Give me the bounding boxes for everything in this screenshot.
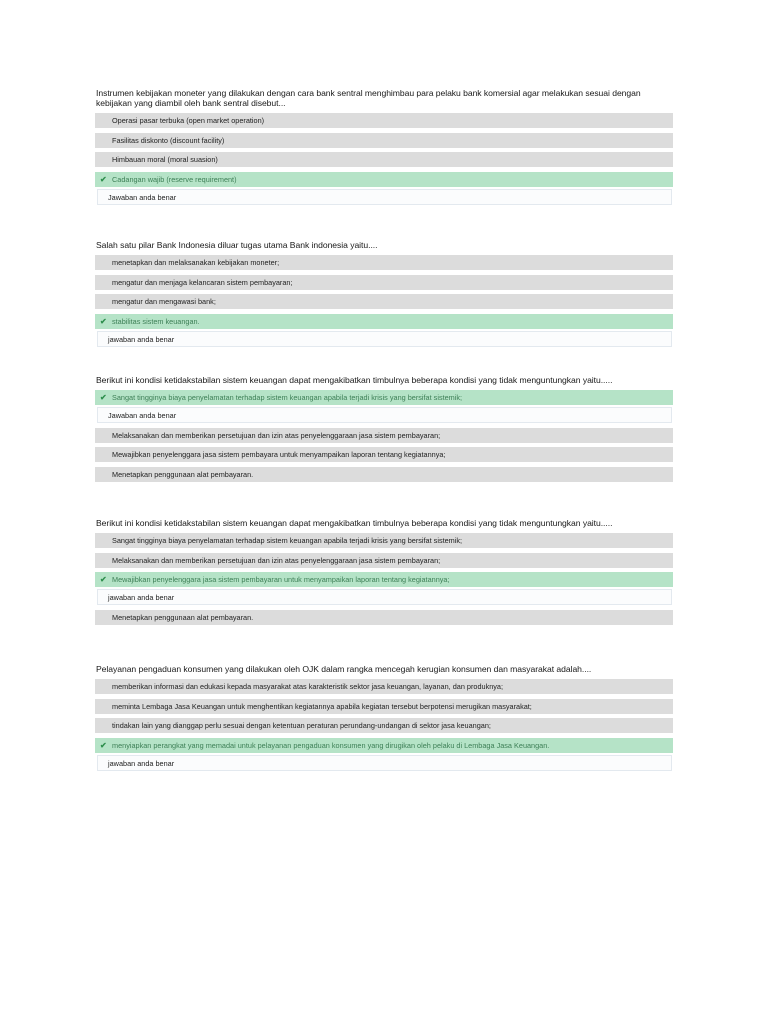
feedback-box: jawaban anda benar <box>97 331 672 347</box>
question-block <box>95 375 673 487</box>
option-label: tindakan lain yang dianggap perlu sesuai dengan ketentuan peraturan perundang-undangan di sektor jasa keuangan; <box>112 721 491 731</box>
option-label: menetapkan dan melaksanakan kebijakan moneter; <box>112 258 280 267</box>
answer-option[interactable] <box>95 467 673 482</box>
check-icon: ✔ <box>100 741 107 751</box>
answer-option[interactable] <box>95 447 673 462</box>
answer-option[interactable] <box>95 718 673 733</box>
option-label: Himbauan moral (moral suasion) <box>112 155 218 165</box>
option-label: mengatur dan mengawasi bank; <box>112 297 216 307</box>
feedback-box: Jawaban anda benar <box>97 407 672 423</box>
question-text: Salah satu pilar Bank Indonesia diluar tugas utama Bank indonesia yaitu.... <box>96 240 378 250</box>
question-text: Instrumen kebijakan moneter yang dilakukan dengan cara bank sentral menghimbau para pelaku bank komersial agar melakukan sesuai dengan kebijakan yang diambil oleh bank sentral disebut... <box>96 88 641 108</box>
answer-option[interactable] <box>95 533 673 548</box>
check-icon: ✔ <box>100 175 107 185</box>
question-text: Berikut ini kondisi ketidakstabilan sistem keuangan dapat mengakibatkan timbulnya beberapa kondisi yang tidak menguntungkan yaitu..... <box>96 518 613 528</box>
answer-option-correct[interactable] <box>95 738 673 753</box>
answer-option[interactable] <box>95 255 673 270</box>
answer-option[interactable] <box>95 428 673 443</box>
answer-option[interactable] <box>95 133 673 148</box>
option-label: memberikan informasi dan edukasi kepada masyarakat atas karakteristik sektor jasa keuangan, layanan, dan produknya; <box>112 682 504 691</box>
feedback-box: jawaban anda benar <box>97 589 672 605</box>
option-label: Sangat tingginya biaya penyelamatan terhadap sistem keuangan apabila terjadi krisis yang bersifat sistemik; <box>112 536 463 545</box>
option-label: Operasi pasar terbuka (open market operation) <box>112 116 265 125</box>
answer-option[interactable] <box>95 294 673 309</box>
option-label: Melaksanakan dan memberikan persetujuan dan izin atas penyelenggaraan jasa sistem pembayaran; <box>112 555 441 565</box>
feedback-box: jawaban anda benar <box>97 755 672 771</box>
check-icon: ✔ <box>100 575 107 585</box>
answer-option-correct[interactable] <box>95 172 673 187</box>
answer-option-correct[interactable] <box>95 314 673 329</box>
question-block <box>95 88 673 210</box>
question-block <box>95 518 673 630</box>
question-block <box>95 240 673 352</box>
answer-option[interactable] <box>95 679 673 694</box>
option-label: Mewajibkan penyelenggara jasa sistem pembayara untuk menyampaikan laporan tentang kegiatannya; <box>112 450 446 460</box>
option-label: Menetapkan penggunaan alat pembayaran. <box>112 613 254 623</box>
option-label: Melaksanakan dan memberikan persetujuan dan izin atas penyelenggaraan jasa sistem pembayaran; <box>112 430 441 440</box>
option-label: mengatur dan menjaga kelancaran sistem pembayaran; <box>112 277 293 287</box>
option-label: menyiapkan perangkat yang memadai untuk pelayanan pengaduan konsumen yang dirugikan oleh pelaku di Lembaga Jasa Keuangan. <box>112 741 550 751</box>
check-icon: ✔ <box>100 317 107 327</box>
check-icon: ✔ <box>100 393 107 402</box>
feedback-box: Jawaban anda benar <box>97 189 672 205</box>
answer-option[interactable] <box>95 699 673 714</box>
option-label: Menetapkan penggunaan alat pembayaran. <box>112 470 254 480</box>
option-label: stabilitas sistem keuangan. <box>112 317 200 327</box>
answer-option-correct[interactable] <box>95 390 673 405</box>
question-text: Pelayanan pengaduan konsumen yang dilakukan oleh OJK dalam rangka mencegah kerugian konsumen dan masyarakat adalah.... <box>96 664 592 674</box>
answer-option[interactable] <box>95 152 673 167</box>
answer-option-correct[interactable] <box>95 572 673 587</box>
answer-option[interactable] <box>95 610 673 625</box>
option-label: meminta Lembaga Jasa Keuangan untuk menghentikan kegiatannya apabila kegiatan tersebut berpotensi merugikan masyarakat; <box>112 701 532 711</box>
answer-option[interactable] <box>95 553 673 568</box>
question-text: Berikut ini kondisi ketidakstabilan sistem keuangan dapat mengakibatkan timbulnya beberapa kondisi yang tidak menguntungkan yaitu..... <box>96 375 613 385</box>
answer-option[interactable] <box>95 275 673 290</box>
option-label: Sangat tingginya biaya penyelamatan terhadap sistem keuangan apabila terjadi krisis yang bersifat sistemik; <box>112 393 463 402</box>
option-label: Mewajibkan penyelenggara jasa sistem pembayaran untuk menyampaikan laporan tentang kegiatannya; <box>112 575 450 585</box>
answer-option[interactable] <box>95 113 673 128</box>
option-label: Fasilitas diskonto (discount facility) <box>112 135 225 145</box>
option-label: Cadangan wajib (reserve requirement) <box>112 175 237 185</box>
question-block <box>95 664 673 776</box>
